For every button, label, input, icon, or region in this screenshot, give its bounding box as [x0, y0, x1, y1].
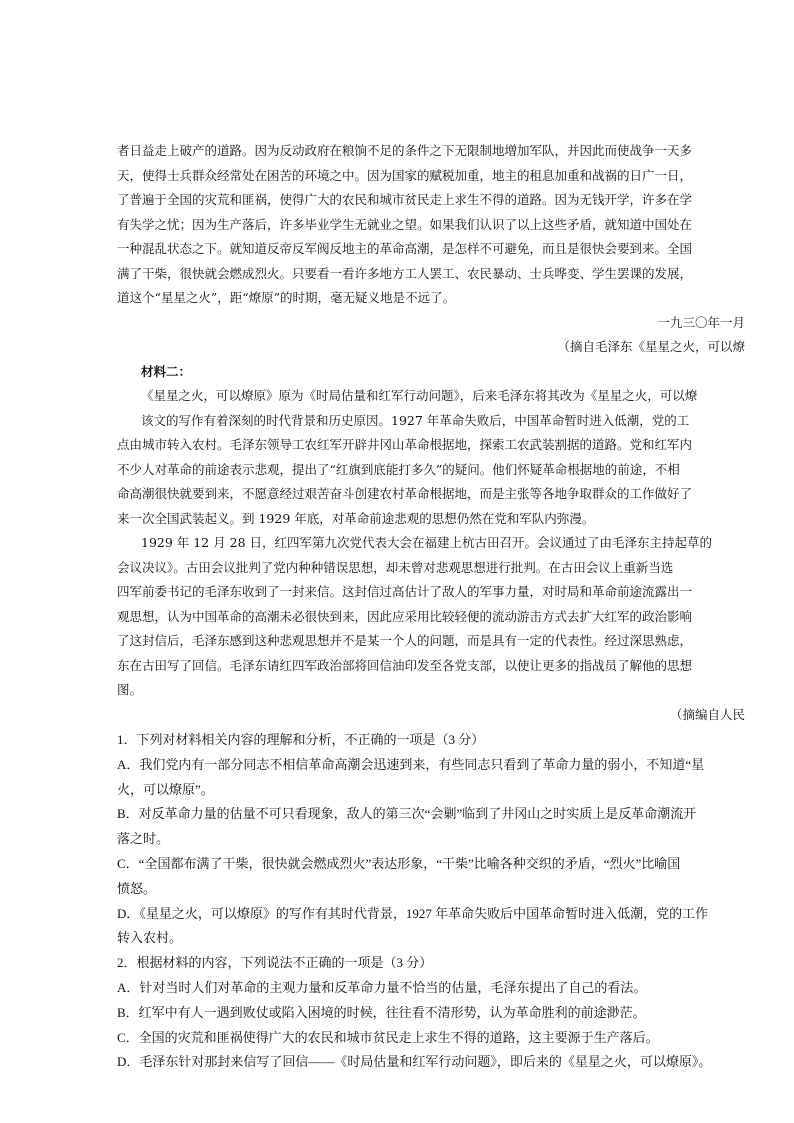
answer-option: A．我们党内有一部分同志不相信革命高潮会迅速到来，有些同志只看到了革命力量的弱小，不知道“星: [117, 756, 705, 772]
answer-option: A．针对当时人们对革命的主观力量和反革命力量不恰当的估量，毛泽东提出了自己的看法。: [117, 979, 647, 995]
passage-line: 四军前委书记的毛泽东收到了一封来信。这封信过高估计了敌人的军事力量，对时局和革命前途流露出一: [117, 584, 693, 599]
passage-line: 有失学之忧；因为生产落后，许多毕业学生无就业之望。如果我们认识了以上这些矛盾，就知道中国处在: [117, 216, 693, 232]
passage-line: 者日益走上破产的道路。因为反动政府在粮饷不足的条件之下无限制地增加军队，并因此而使战争一天多: [117, 143, 693, 158]
question-section: [117, 728, 757, 1075]
question-stem: 2．根据材料的内容，下列说法不正确的一项是（3 分）: [117, 955, 433, 971]
passage-source: （摘编自人民: [669, 706, 745, 722]
passage-date: 一九三〇年一月: [657, 314, 745, 330]
passage-line: 图。: [117, 682, 143, 697]
passage-source: （摘自毛泽东《星星之火，可以燎: [557, 339, 745, 354]
answer-option: 转入农村。: [117, 930, 183, 946]
answer-option: 愤怒。: [117, 880, 157, 896]
question-stem: 1．下列对材料相关内容的理解和分析，不正确的一项是（3 分）: [117, 732, 485, 747]
passage-line: 了这封信后，毛泽东感到这种悲观思想并不是某一个人的问题，而是具有一定的代表性。经过深思熟虑，: [117, 633, 693, 648]
passage-line: 命高潮很快就要到来，不愿意经过艰苦奋斗创建农村革命根据地，而是主张等各地争取群众的工作做好了: [117, 486, 693, 501]
passage-line: 会议决议》。古田会议批判了党内种种错误思想，却未曾对悲观思想进行批判。在古田会议上重新当选: [117, 559, 674, 575]
passage-line: 1929 年 12 月 28 日，红四军第九次党代表大会在福建上杭古田召开。会议通过了由毛泽东主持起草的: [141, 535, 712, 550]
passage-line: 满了干柴，很快就会燃成烈火。只要看一看许多地方工人罢工、农民暴动、士兵哗变、学生罢课的发展，: [117, 265, 693, 281]
answer-option: D．毛泽东针对那封来信写了回信——《时局估量和红军行动问题》，即后来的《星星之火，可以燎原》。: [117, 1054, 712, 1070]
passage-line: 《星星之火，可以燎原》原为《时局估量和红军行动问题》，后来毛泽东将其改为《星星之火，可以燎: [141, 388, 698, 403]
answer-option: D．《星星之火，可以燎原》的写作有其时代背景，1927 年革命失败后中国革命暂时进入低潮，党的工作: [117, 905, 709, 921]
passage-line: 点由城市转入农村。毛泽东领导工农红军开辟井冈山革命根据地，探索工农武装割据的道路。党和红军内: [117, 437, 693, 452]
answer-option: 火，可以燎原”。: [117, 781, 214, 797]
passage-line: 天，使得士兵群众经常处在困苦的环境之中。因为国家的赋税加重，地主的租息加重和战祸的日广一日，: [117, 167, 693, 183]
answer-option: B．红军中有人一遇到败仗或陷入困境的时候，往往看不清形势，认为革命胜利的前途渺茫。: [117, 1004, 646, 1020]
passage-line: 东在古田写了回信。毛泽东请红四军政治部将回信油印发至各党支部，以使让更多的指战员了解他的思想: [117, 657, 693, 673]
answer-option: C．“全国都布满了干柴，很快就会燃成烈火”表达形象，“干柴”比喻各种交织的矛盾，“烈火”比喻国: [117, 855, 681, 871]
passage-line: 不少人对革命的前途表示悲观，提出了“红旗到底能打多久”的疑问。他们怀疑革命根据地的前途，不相: [117, 461, 680, 477]
answer-option: B．对反革命力量的估量不可只看现象，敌人的第三次“会剿”临到了井冈山之时实质上是反革命潮流开: [117, 806, 697, 822]
answer-option: C．全国的灾荒和匪祸使得广大的农民和城市贫民走上求生不得的道路，这主要源于生产落后。: [117, 1029, 659, 1045]
passage-line: 来一次全国武装起义。到 1929 年底，对革命前途悲观的思想仍然在党和军队内弥漫。: [117, 510, 595, 526]
passage-line: 一种混乱状态之下。就知道反帝反军阀反地主的革命高潮，是怎样不可避免，而且是很快会要到来。全国: [117, 241, 693, 256]
answer-option: 落之时。: [117, 831, 170, 847]
passage-line: 该文的写作有着深刻的时代背景和历史原因。1927 年革命失败后，中国革命暂时进入低潮，党的工: [141, 412, 690, 428]
passage-line: 了普遍于全国的灾荒和匪祸，使得广大的农民和城市贫民走上求生不得的道路。因为无钱开学，许多在学: [117, 192, 693, 207]
passage-line: 观思想，认为中国革命的高潮未必很快到来，因此应采用比较轻便的流动游击方式去扩大红军的政治影响: [117, 608, 693, 624]
reading-passage: [117, 139, 757, 727]
material-two-label: 材料二：: [141, 363, 192, 379]
passage-line: 道这个“星星之火”，距“燎原”的时期，毫无疑义地是不远了。: [117, 290, 456, 305]
